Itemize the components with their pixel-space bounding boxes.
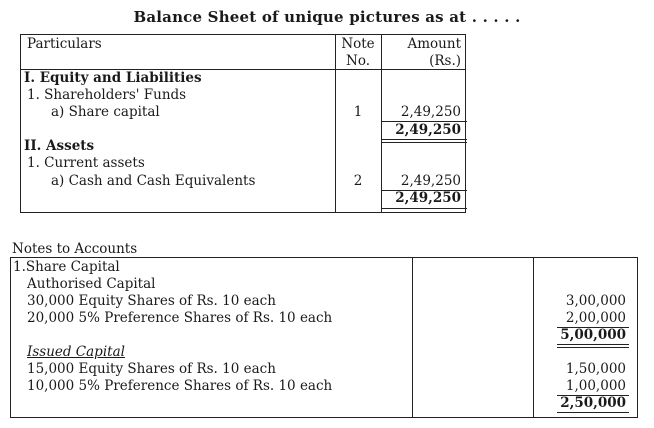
section-heading-equity: I. Equity and Liabilities: [24, 70, 202, 86]
item-cash: a) Cash and Cash Equivalents: [51, 173, 256, 189]
list-item-amount: 2,00,000: [565, 310, 626, 326]
note-heading: 1.Share Capital: [13, 259, 120, 275]
total-double-rule: [557, 344, 629, 345]
column-divider: [412, 258, 413, 417]
total-value: 2,49,250: [395, 122, 461, 138]
header-amount-2: (Rs.): [429, 53, 461, 69]
authorised-capital-label: Authorised Capital: [27, 276, 156, 292]
page-title: Balance Sheet of unique pictures as at . . . . .: [133, 8, 521, 26]
subsection-current-assets: 1. Current assets: [27, 155, 145, 171]
header-amount-1: Amount: [407, 36, 461, 52]
notes-title: Notes to Accounts: [12, 241, 138, 257]
list-item-label: 20,000 5% Preference Shares of Rs. 10 each: [27, 310, 333, 326]
balance-sheet-table: [20, 34, 466, 213]
note-number: 1: [353, 104, 363, 120]
list-item-amount: 3,00,000: [565, 293, 626, 309]
amount-value: 2,49,250: [400, 173, 461, 189]
issued-capital-label: Issued Capital: [27, 344, 125, 360]
total-value: 2,49,250: [395, 190, 461, 206]
list-item-amount: 1,50,000: [565, 361, 626, 377]
list-item-label: 10,000 5% Preference Shares of Rs. 10 each: [27, 378, 333, 394]
header-particulars: Particulars: [27, 36, 102, 52]
list-item-amount: 1,00,000: [565, 378, 626, 394]
total-double-rule: [381, 139, 467, 140]
total-double-rule: [381, 142, 467, 143]
list-item-label: 30,000 Equity Shares of Rs. 10 each: [27, 293, 276, 309]
total-double-rule: [381, 208, 467, 209]
notes-table: [10, 257, 638, 418]
total-double-rule: [557, 412, 629, 413]
subsection-shareholders-funds: 1. Shareholders' Funds: [27, 87, 187, 103]
amount-value: 2,49,250: [400, 104, 461, 120]
authorised-total: 5,00,000: [560, 327, 626, 343]
note-number: 2: [353, 173, 363, 189]
section-heading-assets: II. Assets: [24, 138, 95, 154]
header-note-2: No.: [346, 53, 370, 69]
list-item-label: 15,000 Equity Shares of Rs. 10 each: [27, 361, 276, 377]
item-share-capital: a) Share capital: [51, 104, 160, 120]
issued-total: 2,50,000: [560, 395, 626, 411]
total-double-rule: [557, 347, 629, 348]
header-note-1: Note: [341, 36, 375, 52]
